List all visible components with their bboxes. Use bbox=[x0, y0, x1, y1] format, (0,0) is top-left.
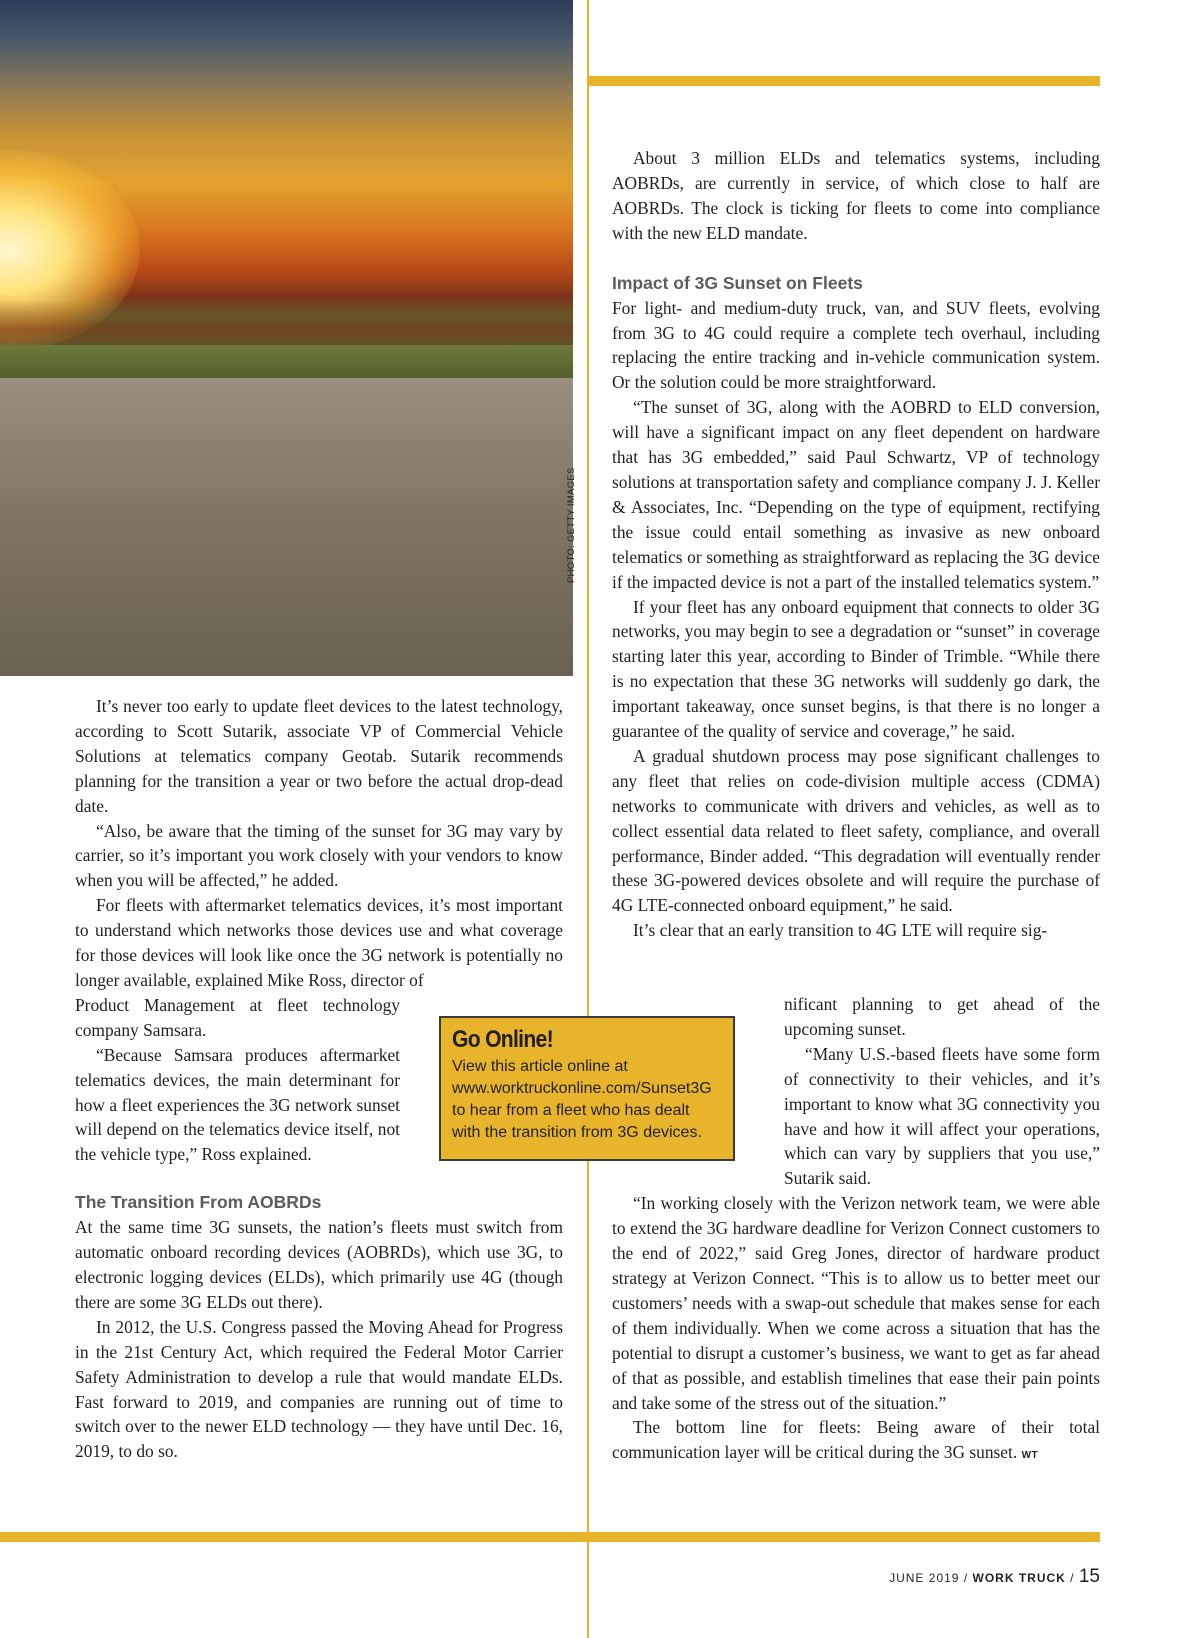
publication-name: WORK TRUCK bbox=[972, 1571, 1066, 1585]
paragraph: nificant planning to get ahead of the upcoming sunset. bbox=[784, 994, 1100, 1039]
paragraph: “The sunset of 3G, along with the AOBRD to ELD conversion, will have a significant impact on any fleet dependent on hardware that has 3G embedded,” said Paul Schwartz, VP of technology solutions at transportation safety and compliance company J. J. Keller & Associates, Inc. “Depending on the type of equipment, rectifying the issue could entail something as invasive as new onboard telematics or something as straightforward as replacing the 3G device if the impacted device is not a part of the installed telematics system.” bbox=[612, 397, 1100, 592]
road-surface bbox=[0, 378, 573, 676]
paragraph: It’s clear that an early transition to 4G LTE will require sig- bbox=[633, 920, 1048, 941]
paragraph: “Because Samsara produces aftermarket telematics devices, the main determinant for how a fleet experiences the 3G network sunset will depend on the telematics device itself, not the vehicle type,” Ross explained. bbox=[75, 1044, 400, 1165]
right-column-top bbox=[612, 146, 1100, 943]
closing-text: The bottom line for fleets: Being aware of their total communication layer will be critical during the 3G sunset. bbox=[612, 1417, 1100, 1463]
paragraph: “In working closely with the Verizon network team, we were able to extend the 3G hardware deadline for Verizon Connect customers to the end of 2022,” said Greg Jones, director of hardware product strategy at Verizon Connect. “This is to allow us to better meet our customers’ needs with a swap-out schedule that makes sense for each of them individually. When we come across a situation that has the potential to disrupt a customer’s business, we want to get as far ahead of that as possible, and establish timelines that ease their pain points and take some of the stress out of the situation.” bbox=[612, 1193, 1100, 1413]
page-footer bbox=[889, 1566, 1100, 1588]
issue-date: JUNE 2019 bbox=[889, 1571, 960, 1585]
photo-credit: PHOTO: GETTY IMAGES bbox=[566, 467, 577, 583]
sunset-road-photo bbox=[0, 0, 573, 676]
paragraph: For fleets with aftermarket telematics devices, it’s most important to understand which networks those devices use and what coverage for those devices will look like once the 3G network is potentially no longer available, explained Mike Ross, director of bbox=[75, 895, 563, 990]
top-accent-bar bbox=[589, 76, 1100, 86]
paragraph bbox=[612, 1415, 1100, 1469]
bottom-accent-bar bbox=[0, 1532, 1100, 1542]
paragraph: If your fleet has any onboard equipment that connects to older 3G networks, you may begin to see a degradation or “sunset” in coverage starting later this year, according to Binder of Trimble. “While there is no expectation that these 3G networks will suddenly go dark, the important takeaway, once sunset begins, is that there is no longer a guarantee of the quality of service and coverage,” he said. bbox=[612, 596, 1100, 742]
paragraph: At the same time 3G sunsets, the nation’s fleets must switch from automatic onboard recording devices (AOBRDs), which use 3G, to electronic logging devices (ELDs), which primarily use 4G (though there are some 3G ELDs out there). bbox=[75, 1217, 563, 1312]
callout-body: View this article online at www.worktruckonline.com/Sunset3G to hear from a fleet who has dealt with the transition from 3G devices. bbox=[452, 1058, 712, 1141]
callout-title: Go Online! bbox=[452, 1026, 553, 1053]
section-heading-impact: Impact of 3G Sunset on Fleets bbox=[612, 272, 863, 293]
paragraph: For light- and medium-duty truck, van, and SUV fleets, evolving from 3G to 4G could require a complete tech overhaul, including replacing the entire tracking and in-vehicle communication system. Or the solution could be more straightforward. bbox=[612, 297, 1100, 393]
paragraph: “Also, be aware that the timing of the sunset for 3G may vary by carrier, so it’s important you work closely with your vendors to know when you will be affected,” he added. bbox=[75, 820, 563, 891]
paragraph: A gradual shutdown process may pose significant challenges to any fleet that relies on code-division multiple access (CDMA) networks to communicate with drivers and vehicles, as well as to collect essential data related to fleet safety, compliance, and overall performance, Binder added. “This degradation will eventually render these 3G-powered devices obsolete and will require the purchase of 4G LTE-connected onboard equipment,” he said. bbox=[612, 745, 1100, 916]
paragraph: “Many U.S.-based fleets have some form of connectivity to their vehicles, and it’s important to know what 3G connectivity you have and how it will affect your operations, which can vary by suppliers that you use,” Sutarik said. bbox=[784, 1043, 1100, 1189]
paragraph: Product Management at fleet technology company Samsara. bbox=[75, 994, 400, 1040]
paragraph: About 3 million ELDs and telematics systems, including AOBRDs, are currently in service, of which close to half are AOBRDs. The clock is ticking for fleets to come into compliance with the new ELD mandate. bbox=[612, 148, 1100, 243]
paragraph: In 2012, the U.S. Congress passed the Moving Ahead for Progress in the 21st Century Act, which required the Federal Motor Carrier Safety Administration to develop a rule that would mandate ELDs. Fast forward to 2019, and companies are running out of time to switch over to the newer ELD technology — they have until Dec. 16, 2019, to do so. bbox=[75, 1316, 563, 1462]
paragraph: It’s never too early to update fleet devices to the latest technology, according to Scott Sutarik, associate VP of Commercial Vehicle Solutions at telematics company Geotab. Sutarik recommends planning for the transition a year or two before the actual drop-dead date. bbox=[75, 696, 563, 816]
section-heading-transition: The Transition From AOBRDs bbox=[75, 1192, 322, 1213]
signoff-mark: WT bbox=[1021, 1450, 1039, 1462]
column-divider bbox=[587, 0, 589, 1638]
separator: / bbox=[1070, 1571, 1075, 1585]
go-online-callout bbox=[439, 1016, 735, 1161]
separator: / bbox=[963, 1571, 969, 1585]
page-number: 15 bbox=[1078, 1566, 1100, 1587]
